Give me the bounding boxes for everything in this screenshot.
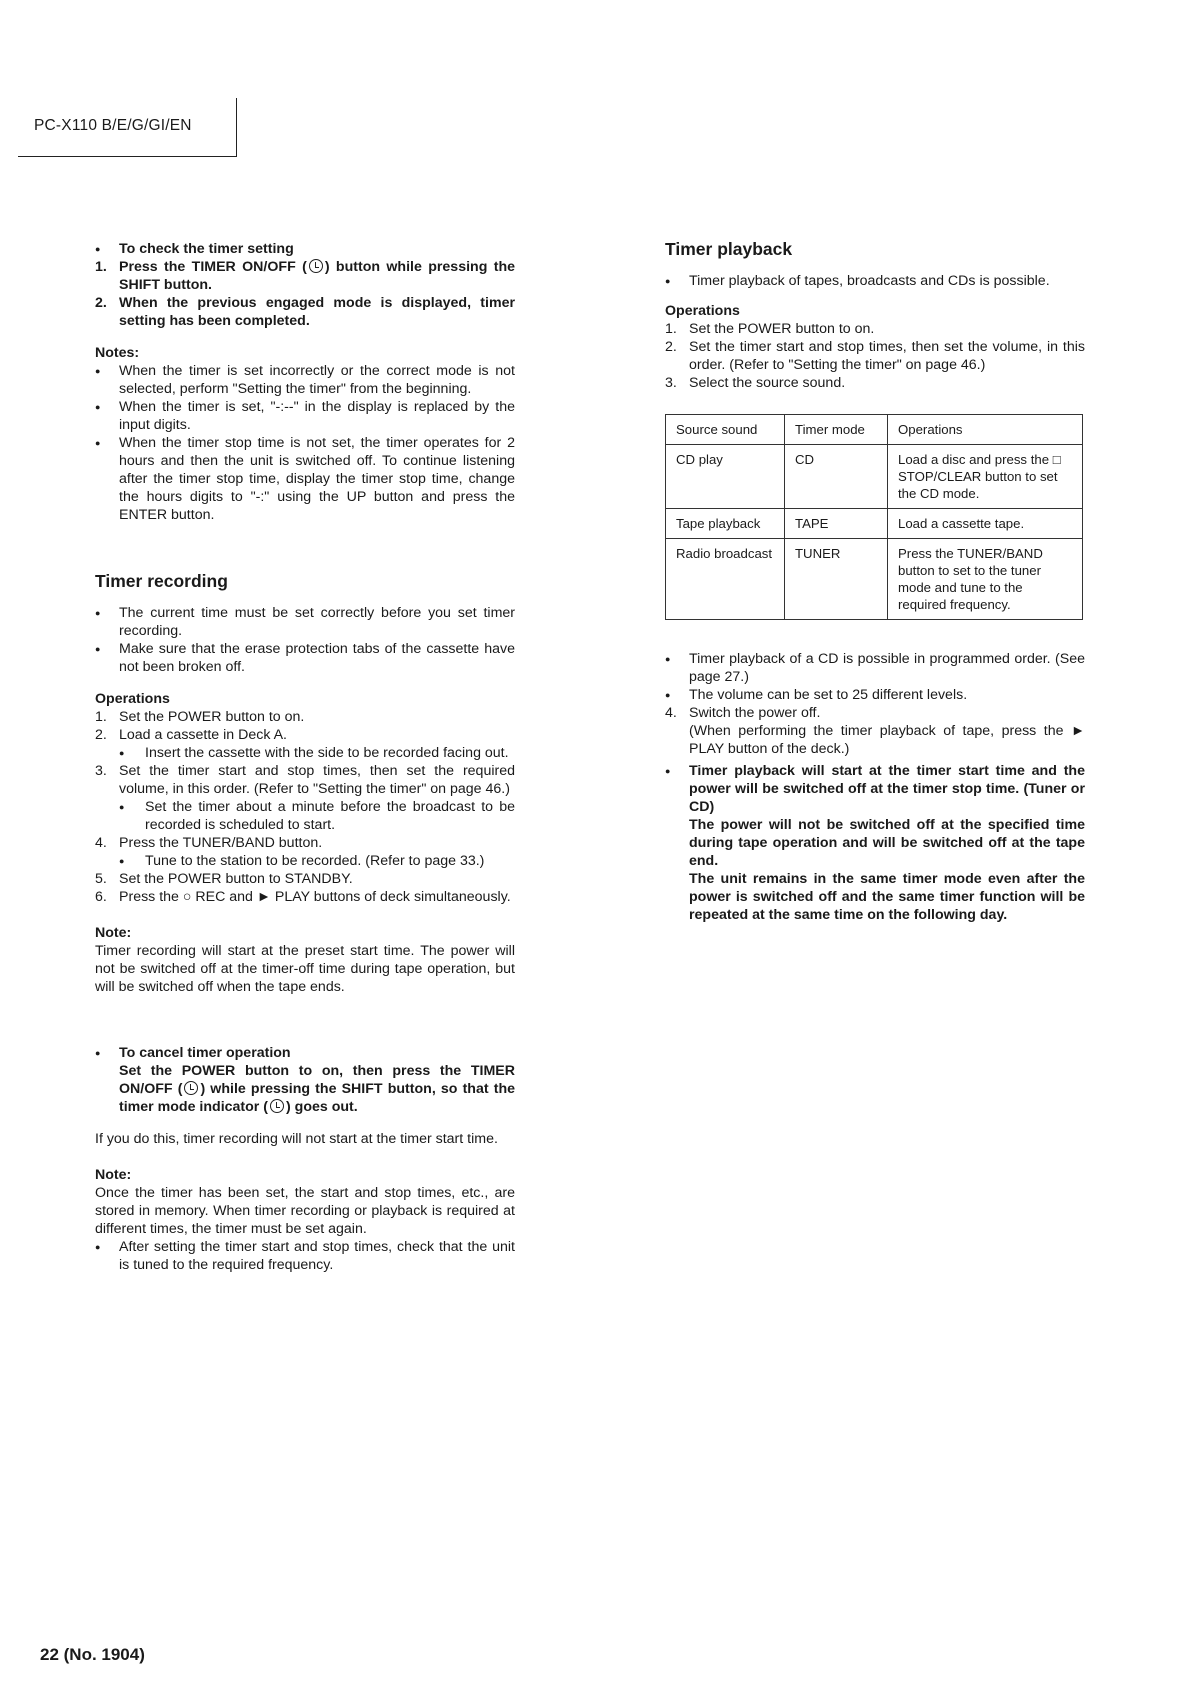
timer-clock-icon: [270, 1099, 284, 1113]
table-header-cell: Operations: [888, 415, 1083, 445]
operations-heading: Operations: [665, 303, 740, 319]
operation-step: 1. Set the POWER button to on.: [665, 321, 875, 337]
page-number: 22 (No. 1904): [40, 1645, 145, 1664]
model-header: PC-X110 B/E/G/GI/EN: [34, 117, 192, 134]
operation-step: 4. Press the TUNER/BAND button. ● Tune to the station to be recorded. (Refer to page 33.): [95, 834, 515, 870]
cancel-consequence: If you do this, timer recording will not start at the timer start time.: [95, 1131, 498, 1147]
table-cell: Load a cassette tape.: [888, 509, 1083, 539]
table-header-cell: Timer mode: [785, 415, 888, 445]
recording-bullet: ● The current time must be set correctly before you set timer recording.: [95, 604, 515, 640]
cancel-timer-title: ● To cancel timer operation: [95, 1044, 515, 1062]
note-text: Once the timer has been set, the start and stop times, etc., are stored in memory. When timer recording or playback is required at different times, the timer must be set again.: [95, 1185, 515, 1237]
step-number: 1.: [95, 259, 107, 275]
operation-step: 4. Switch the power off. (When performing the timer playback of tape, press the ► PLAY button of the deck.): [665, 705, 1085, 757]
operation-step: 6. Press the ○ REC and ► PLAY buttons of deck simultaneously.: [95, 889, 511, 905]
timer-clock-icon: [184, 1081, 198, 1095]
cancel-timer-text: Set the POWER button to on, then press the TIMER ON/OFF ( ) while pressing the SHIFT button, so that the timer mode indicator ( ) goes out.: [119, 1063, 515, 1115]
table-header-cell: Source sound: [666, 415, 785, 445]
right-column: [665, 240, 1085, 924]
table-row: [666, 509, 1083, 539]
table-cell: Radio broadcast: [666, 539, 785, 620]
operation-step: 3. Set the timer start and stop times, then set the required volume, in this order. (Refer to "Setting the timer" on page 46.) ● Set the timer about a minute before the broadcast to be recorded is scheduled to start.: [95, 762, 515, 834]
operation-substep: ● Insert the cassette with the side to be recorded facing out.: [119, 744, 515, 762]
timer-clock-icon: [309, 259, 323, 273]
playback-bullet: ● Timer playback of tapes, broadcasts and CDs is possible.: [665, 272, 1085, 290]
operation-step: 5. Set the POWER button to STANDBY.: [95, 871, 353, 887]
source-sound-table: [665, 414, 1083, 620]
table-cell: TAPE: [785, 509, 888, 539]
operation-step: 2. Load a cassette in Deck A. ● Insert the cassette with the side to be recorded facing out.: [95, 726, 515, 762]
step-number: 2.: [95, 295, 107, 311]
table-cell: Tape playback: [666, 509, 785, 539]
table-cell: TUNER: [785, 539, 888, 620]
operation-step: 3. Select the source sound.: [665, 375, 846, 391]
table-header-row: [666, 415, 1083, 445]
note-heading: Note:: [95, 925, 132, 941]
playback-summary: ● Timer playback will start at the timer start time and the power will be switched off at the timer stop time. (Tuner or CD) The power will not be switched off at the specified time during tape operation and will be switched off at the tape end. The unit remains in the same timer mode even after the power is switched off and the same timer function will be repeated at the same time on the following day.: [665, 762, 1085, 924]
operations-heading: Operations: [95, 691, 170, 707]
table-row: [666, 445, 1083, 509]
note-item: ● When the timer stop time is not set, the timer operates for 2 hours and then the unit is switched off. To continue listening after the timer stop time, display the timer stop time, change the hours digits to "-:" using the UP button and press the ENTER button.: [95, 434, 515, 524]
timer-playback-heading: Timer playback: [665, 239, 793, 259]
table-row: [666, 539, 1083, 620]
operation-substep: ● Set the timer about a minute before the broadcast to be recorded is scheduled to start.: [119, 798, 515, 834]
recording-bullet: ● Make sure that the erase protection tabs of the cassette have not been broken off.: [95, 640, 515, 676]
note-text: Timer recording will start at the preset start time. The power will not be switched off at the timer-off time during tape operation, but will be switched off when the tape ends.: [95, 943, 515, 995]
playback-note: ● The volume can be set to 25 different levels.: [665, 686, 1085, 704]
left-column: [95, 240, 515, 1274]
timer-recording-heading: Timer recording: [95, 571, 228, 591]
operation-step: 1. Set the POWER button to on.: [95, 709, 305, 725]
table-cell: Load a disc and press the □ STOP/CLEAR button to set the CD mode.: [888, 445, 1083, 509]
operation-step: 2. Set the timer start and stop times, then set the volume, in this order. (Refer to "Setting the timer" on page 46.): [665, 339, 1085, 373]
table-cell: CD: [785, 445, 888, 509]
check-step: 2. When the previous engaged mode is displayed, timer setting has been completed.: [95, 295, 515, 329]
check-timer-title: ● To check the timer setting: [95, 240, 515, 258]
notes-heading: Notes:: [95, 345, 140, 361]
playback-note: ● Timer playback of a CD is possible in programmed order. (See page 27.): [665, 650, 1085, 686]
table-cell: CD play: [666, 445, 785, 509]
note-item: ● When the timer is set, "-:--" in the display is replaced by the input digits.: [95, 398, 515, 434]
check-step: 1. Press the TIMER ON/OFF ( ) button while pressing the SHIFT button.: [95, 259, 515, 293]
table-cell: Press the TUNER/BAND button to set to the tuner mode and tune to the required frequency.: [888, 539, 1083, 620]
operation-substep: (When performing the timer playback of tape, press the ► PLAY button of the deck.): [689, 723, 1085, 757]
operation-substep: ● Tune to the station to be recorded. (Refer to page 33.): [119, 852, 515, 870]
note-item: ● When the timer is set incorrectly or the correct mode is not selected, perform "Setting the timer" from the beginning.: [95, 362, 515, 398]
note-item: ● After setting the timer start and stop times, check that the unit is tuned to the required frequency.: [95, 1238, 515, 1274]
note-heading: Note:: [95, 1167, 132, 1183]
